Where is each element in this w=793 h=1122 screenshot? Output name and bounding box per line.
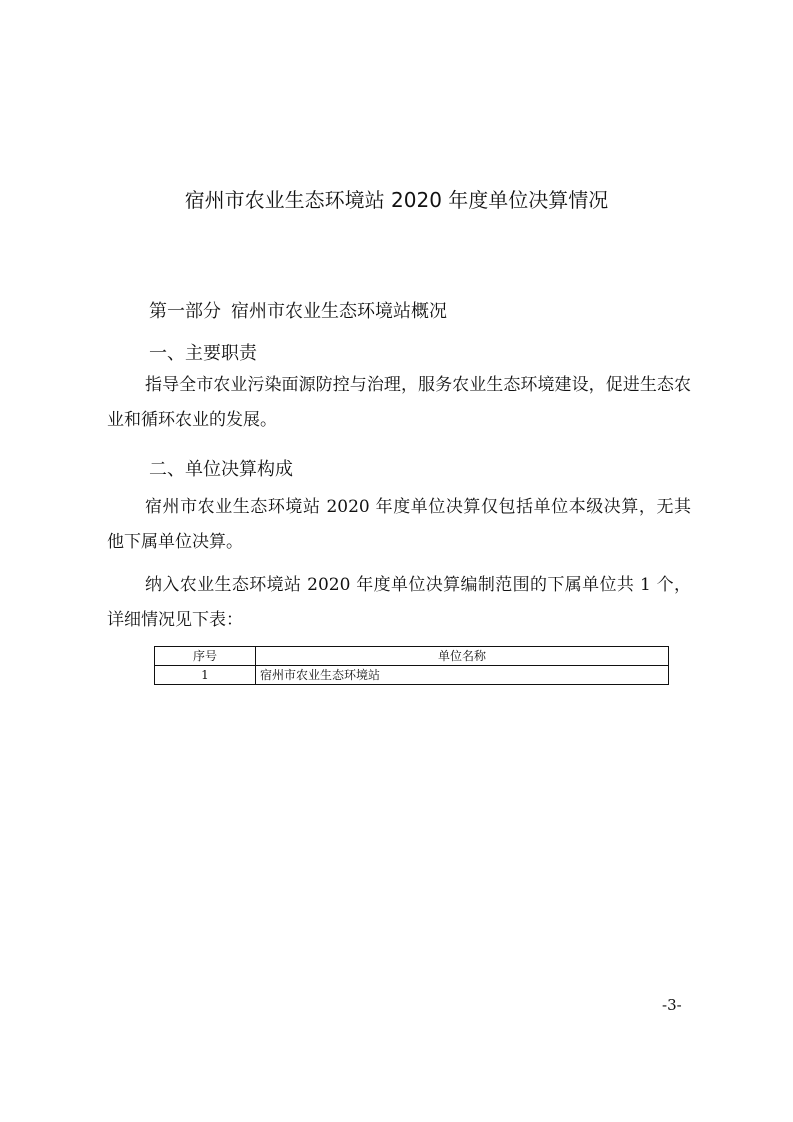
table-header-row xyxy=(155,647,669,666)
cell-unit-name: 宿州市农业生态环境站 xyxy=(256,666,669,685)
part-label: 第一部分 xyxy=(149,301,221,322)
table-row xyxy=(155,666,669,685)
header-unit-name: 单位名称 xyxy=(256,647,669,666)
cell-index: 1 xyxy=(155,666,256,685)
units-table xyxy=(154,646,669,685)
section-heading-responsibilities: 一、主要职责 xyxy=(149,343,257,364)
document-title: 宿州市农业生态环境站 2020 年度单位决算情况 xyxy=(184,188,609,212)
paragraph-responsibilities: 指导全市农业污染面源防控与治理，服务农业生态环境建设，促进生态农业和循环农业的发展。 xyxy=(107,375,691,430)
header-index: 序号 xyxy=(155,647,256,666)
paragraph-subordinate-units: 纳入农业生态环境站 2020 年度单位决算编制范围的下属单位共 1 个，详细情况见下表： xyxy=(107,575,691,630)
paragraph-composition: 宿州市农业生态环境站 2020 年度单位决算仅包括单位本级决算，无其他下属单位决算。 xyxy=(107,497,691,552)
part-heading xyxy=(149,297,447,327)
part-name: 宿州市农业生态环境站概况 xyxy=(231,301,447,322)
page-number: -3- xyxy=(662,996,682,1014)
section-heading-composition: 二、单位决算构成 xyxy=(149,459,293,480)
